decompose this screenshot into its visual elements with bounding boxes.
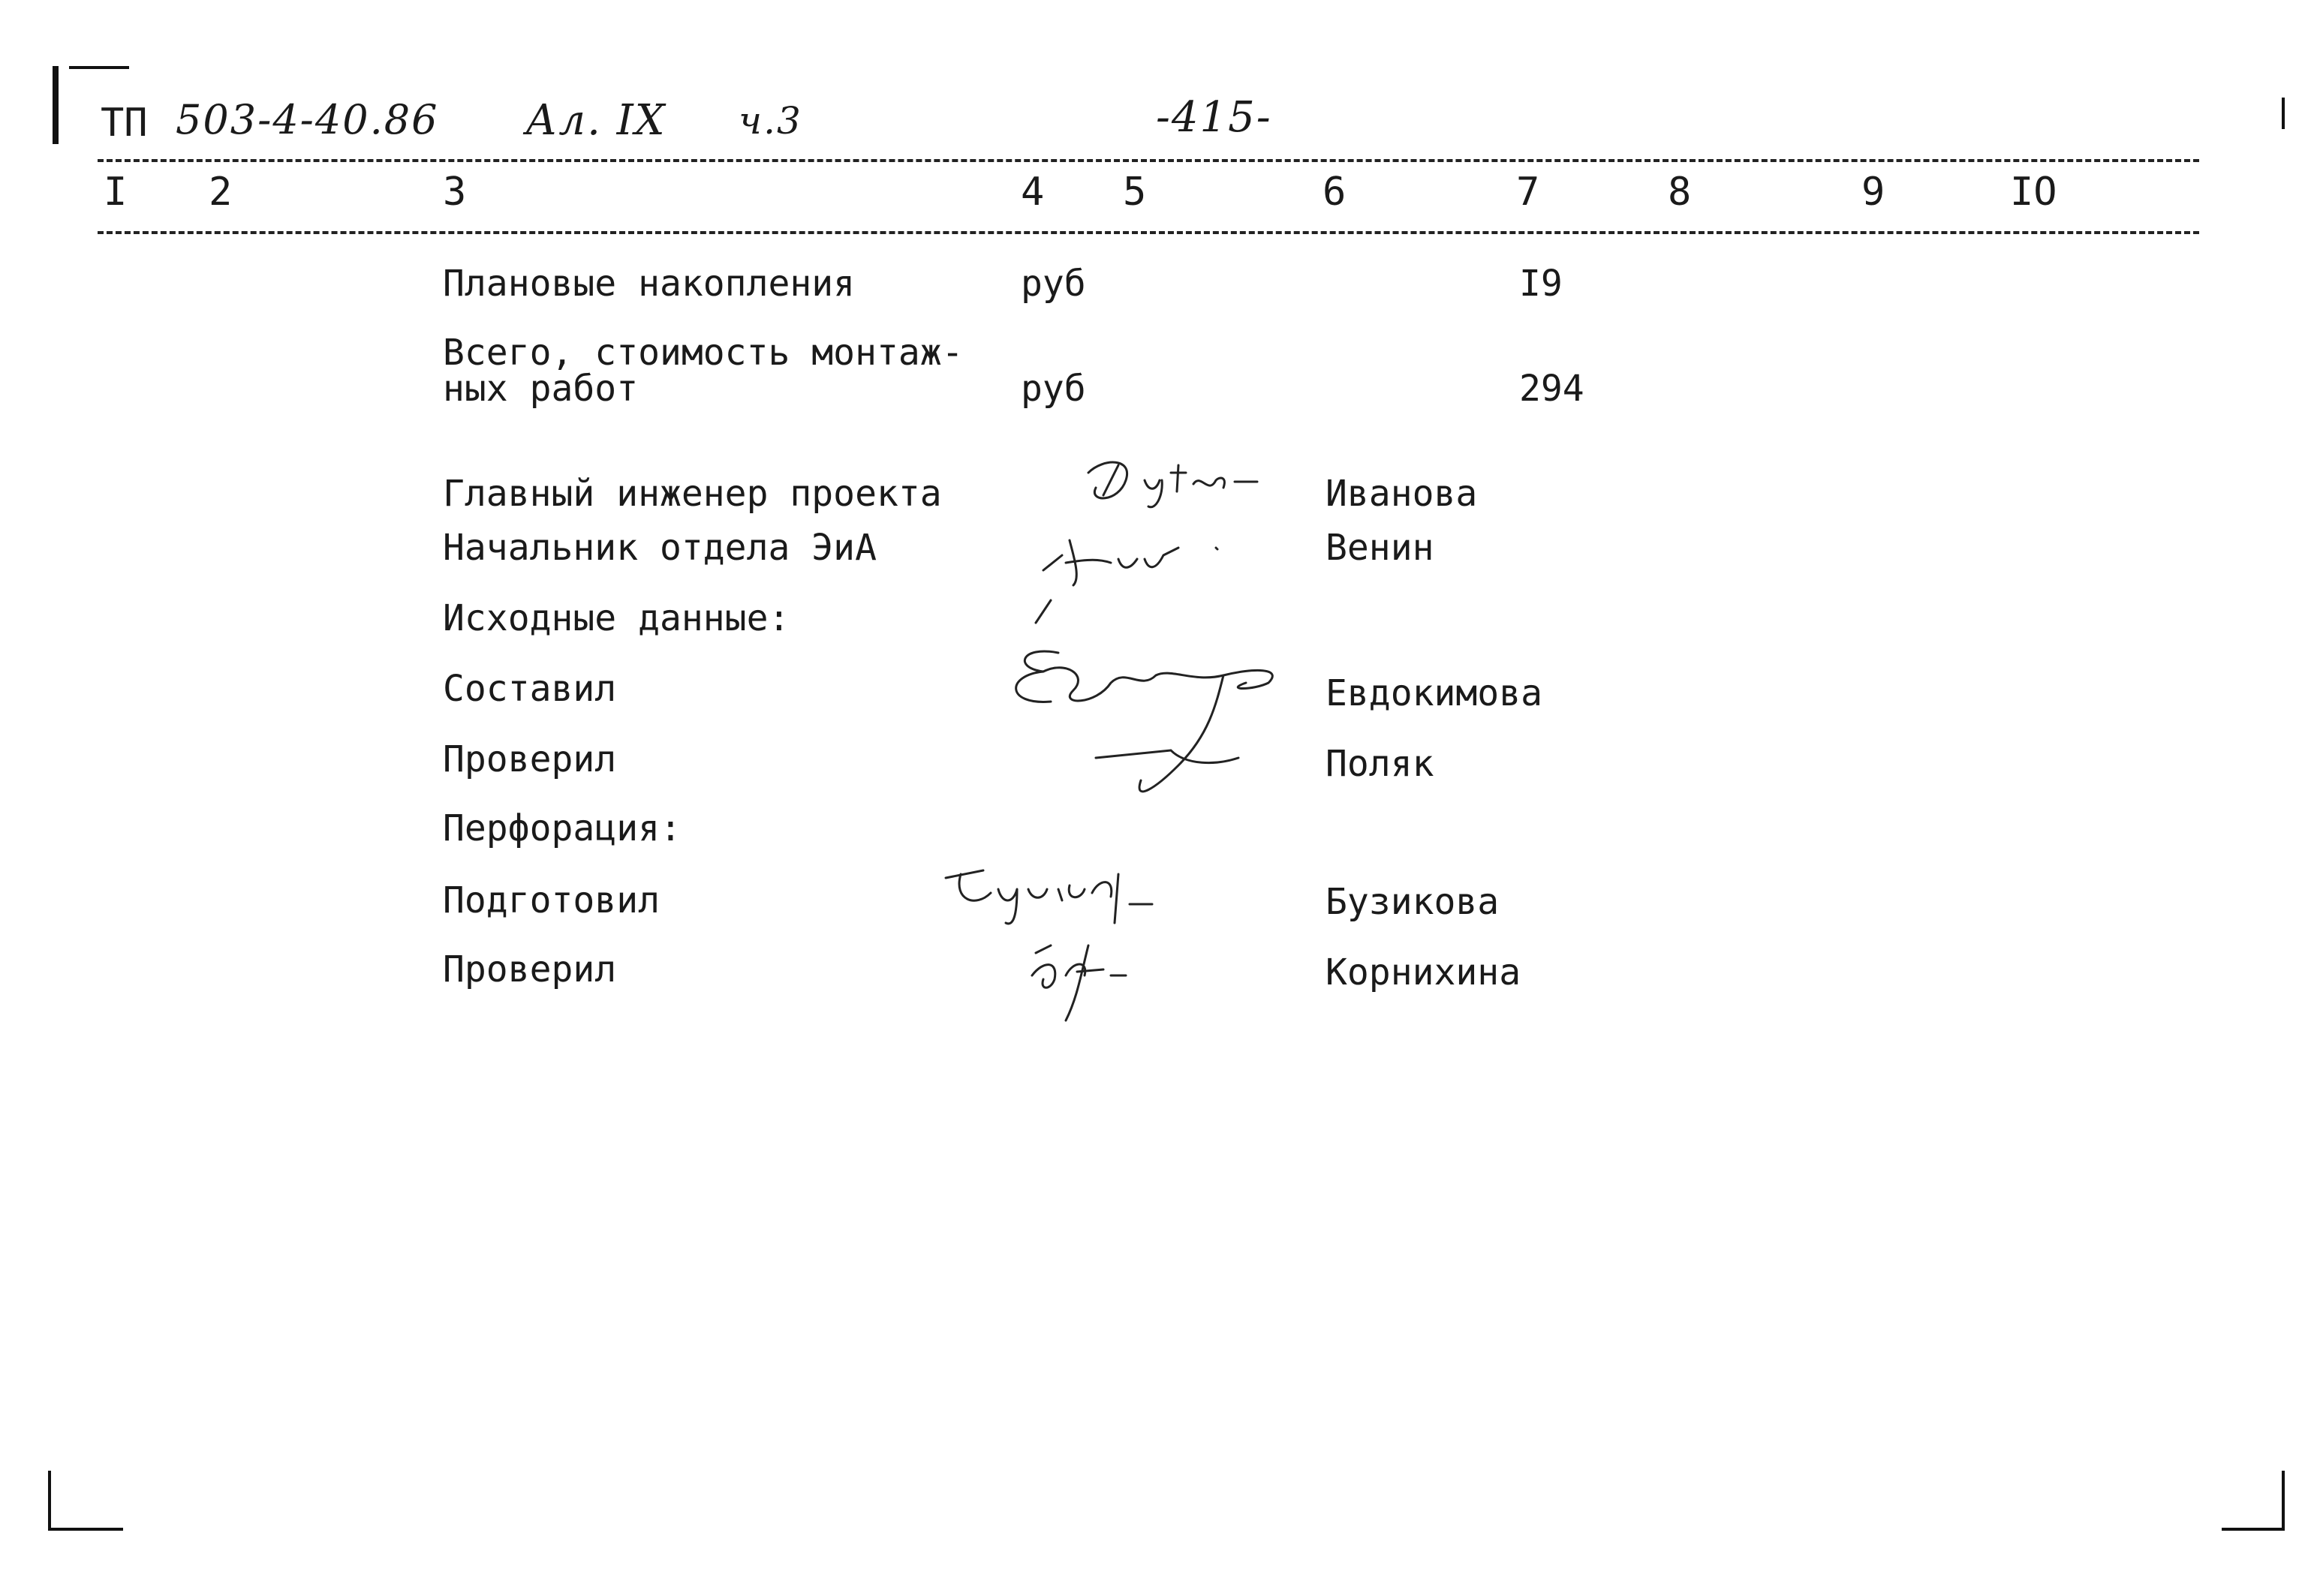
approval-role: Начальник отдела ЭиА	[443, 527, 877, 569]
corner-mark-bottom-right-horizontal	[2222, 1528, 2285, 1531]
perforation-heading: Перфорация:	[443, 807, 682, 849]
project-code: 503-4-40.86	[176, 96, 439, 143]
signature-compiled-by	[998, 638, 1298, 810]
checked-name: Поляк	[1326, 743, 1434, 785]
row-unit: руб	[1021, 263, 1086, 305]
row-label: Плановые накопления	[443, 263, 856, 305]
signature-perforation-prepared	[931, 855, 1171, 938]
column-number-3: 3	[443, 170, 467, 215]
checked-name: Корнихина	[1326, 951, 1521, 993]
album-number: Ал. IX	[525, 96, 667, 145]
column-number-6: 6	[1323, 170, 1347, 215]
corner-mark-bottom-left-horizontal	[48, 1528, 123, 1531]
row-label-line-1: Всего, стоимость монтаж-	[443, 332, 964, 374]
header-prefix: ТП	[101, 101, 148, 146]
column-number-5: 5	[1123, 170, 1147, 215]
prepared-role: Подготовил	[443, 879, 660, 921]
prepared-name: Бузикова	[1326, 881, 1500, 923]
row-label-line-2: ных работ	[443, 368, 639, 410]
page-number: -415-	[1156, 93, 1272, 142]
source-data-heading: Исходные данные:	[443, 597, 790, 639]
compiled-name: Евдокимова	[1326, 672, 1542, 714]
signature-chief-engineer	[1073, 450, 1283, 525]
approval-role: Главный инженер проекта	[443, 473, 942, 515]
approval-name: Иванова	[1326, 473, 1478, 515]
part-number: ч.3	[739, 99, 802, 143]
corner-mark-bottom-right-vertical	[2282, 1471, 2285, 1531]
checked-role: Проверил	[443, 948, 617, 990]
column-number-1: I	[104, 170, 128, 215]
column-number-2: 2	[209, 170, 233, 215]
column-number-7: 7	[1516, 170, 1540, 215]
row-unit: руб	[1021, 368, 1086, 410]
column-number-8: 8	[1668, 170, 1692, 215]
row-value: 294	[1519, 368, 1584, 410]
signature-department-head	[1028, 518, 1276, 630]
approval-name: Венин	[1326, 527, 1434, 569]
corner-mark-top-left-vertical	[53, 66, 59, 144]
signature-perforation-checked	[1006, 930, 1156, 1035]
column-number-9: 9	[1861, 170, 1885, 215]
corner-mark-top-right	[2282, 98, 2285, 129]
corner-mark-bottom-left-vertical	[48, 1471, 51, 1531]
checked-role: Проверил	[443, 738, 617, 780]
compiled-role: Составил	[443, 668, 617, 710]
row-value: I9	[1519, 263, 1563, 305]
header-rule-top	[98, 159, 2199, 162]
header-rule-bottom	[98, 231, 2199, 234]
corner-mark-top-left-horizontal	[69, 66, 129, 69]
column-number-4: 4	[1021, 170, 1045, 215]
column-number-10: IO	[2010, 170, 2057, 215]
